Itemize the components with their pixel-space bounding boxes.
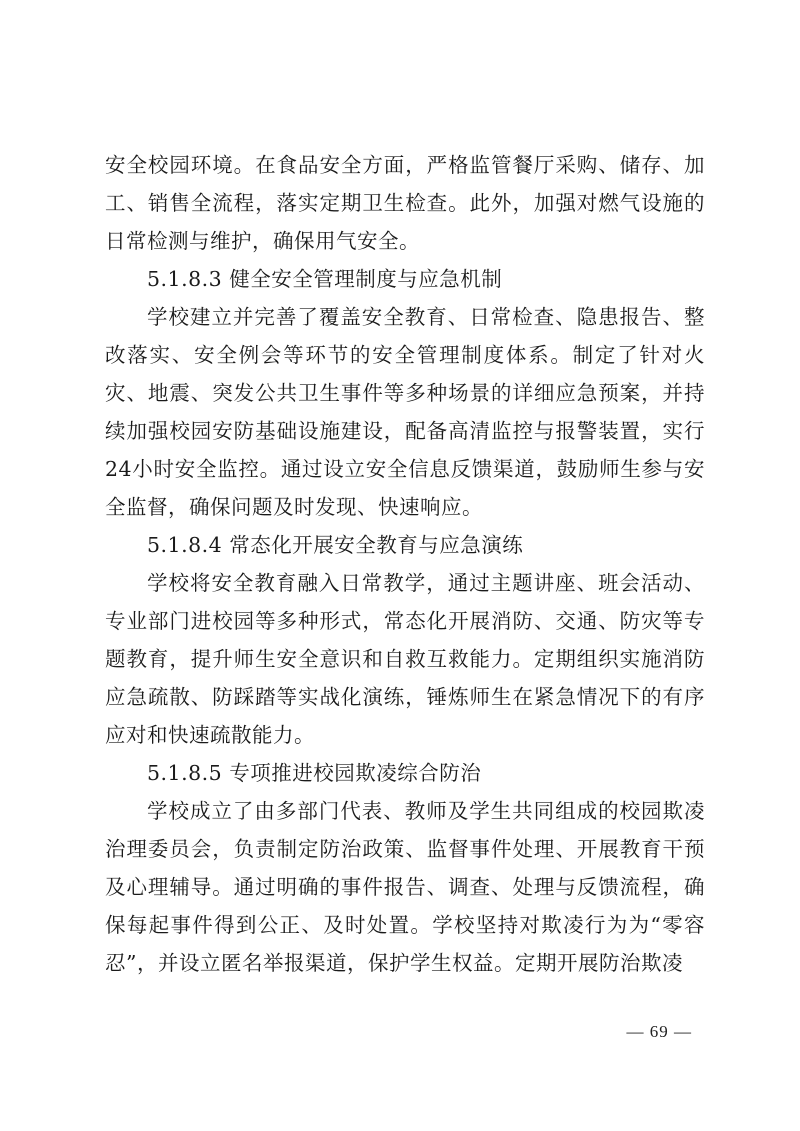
section-heading-5-1-8-5: 5.1.8.5 专项推进校园欺凌综合防治 bbox=[147, 761, 482, 785]
paragraph-4: 学校成立了由多部门代表、教师及学生共同组成的校园欺凌治理委员会，负责制定防治政策、监督事件处理、开展教育干预及心理辅导。通过明确的事件报告、调查、处理与反馈流程，确保每起事件得到公正、及时处置。学校坚持对欺凌行为为“零容忍”，并设立匿名举报渠道，保护学生权益。定期开展防治欺凌 bbox=[105, 799, 705, 975]
paragraph-2: 学校建立并完善了覆盖安全教育、日常检查、隐患报告、整改落实、安全例会等环节的安全管理制度体系。制定了针对火灾、地震、突发公共卫生事件等多种场景的详细应急预案，并持续加强校园安防基础设施建设，配备高清监控与报警装置，实行24小时安全监控。通过设立安全信息反馈渠道，鼓励师生参与安全监督，确保问题及时发现、快速响应。 bbox=[105, 305, 705, 519]
paragraph-1: 安全校园环境。在食品安全方面，严格监管餐厅采购、储存、加工、销售全流程，落实定期卫生检查。此外，加强对燃气设施的日常检测与维护，确保用气安全。 bbox=[105, 153, 705, 253]
document-body bbox=[105, 146, 705, 982]
section-heading-5-1-8-4: 5.1.8.4 常态化开展安全教育与应急演练 bbox=[147, 533, 524, 557]
paragraph-3: 学校将安全教育融入日常教学，通过主题讲座、班会活动、专业部门进校园等多种形式，常态化开展消防、交通、防灾等专题教育，提升师生安全意识和自救互救能力。定期组织实施消防应急疏散、防踩踏等实战化演练，锤炼师生在紧急情况下的有序应对和快速疏散能力。 bbox=[105, 571, 705, 747]
page-number: — 69 — bbox=[626, 1022, 692, 1041]
section-heading-5-1-8-3: 5.1.8.3 健全安全管理制度与应急机制 bbox=[147, 267, 503, 291]
